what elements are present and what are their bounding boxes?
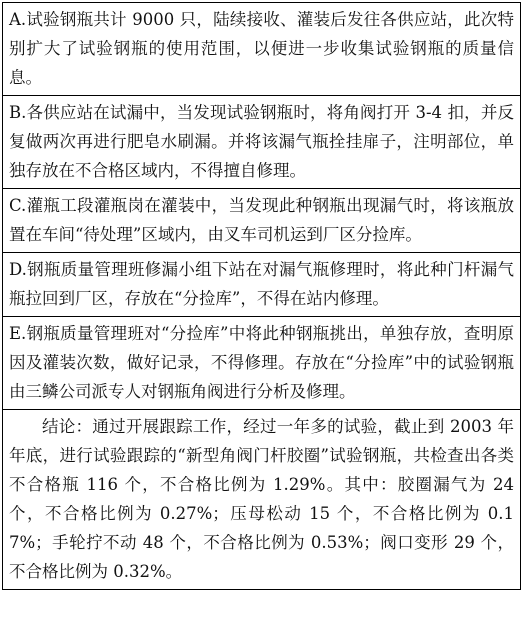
table-row <box>3 253 521 317</box>
document-table <box>2 2 521 590</box>
item-a-text: A.试验钢瓶共计 9000 只，陆续接收、灌装后发往各供应站，此次特别扩大了试验钢瓶的使用范围，以便进一步收集试验钢瓶的质量信息。 <box>3 3 521 96</box>
table-row <box>3 189 521 253</box>
item-b-text: B.各供应站在试漏中，当发现试验钢瓶时，将角阀打开 3-4 扣，并反复做两次再进行肥皂水刷漏。并将该漏气瓶拴挂扉子，注明部位，单独存放在不合格区域内，不得擅自修理。 <box>3 96 521 189</box>
table-row <box>3 410 521 590</box>
table-row <box>3 3 521 96</box>
table-row <box>3 317 521 410</box>
item-c-text: C.灌瓶工段灌瓶岗在灌装中，当发现此种钢瓶出现漏气时，将该瓶放置在车间“待处理”区域内，由叉车司机运到厂区分捡库。 <box>3 189 521 253</box>
conclusion-text: 结论：通过开展跟踪工作，经过一年多的试验，截止到 2003 年年底，进行试验跟踪的“新型角阀门杆胶圈”试验钢瓶，共检查出各类不合格瓶 116 个，不合格比例为 1.29%。其中：胶圈漏气为 24 个，不合格比例为 0.27%；压母松动 15 个，不合格比例为 0.17%；手轮拧不动 48 个，不合格比例为 0.53%；阀口变形 29 个，不合格比例为 0.32%。 <box>3 410 521 590</box>
item-d-text: D.钢瓶质量管理班修漏小组下站在对漏气瓶修理时，将此种门杆漏气瓶拉回到厂区，存放在“分捡库”，不得在站内修理。 <box>3 253 521 317</box>
table-row <box>3 96 521 189</box>
item-e-text: E.钢瓶质量管理班对“分捡库”中将此种钢瓶挑出，单独存放，查明原因及灌装次数，做好记录，不得修理。存放在“分捡库”中的试验钢瓶由三鳞公司派专人对钢瓶角阀进行分析及修理。 <box>3 317 521 410</box>
